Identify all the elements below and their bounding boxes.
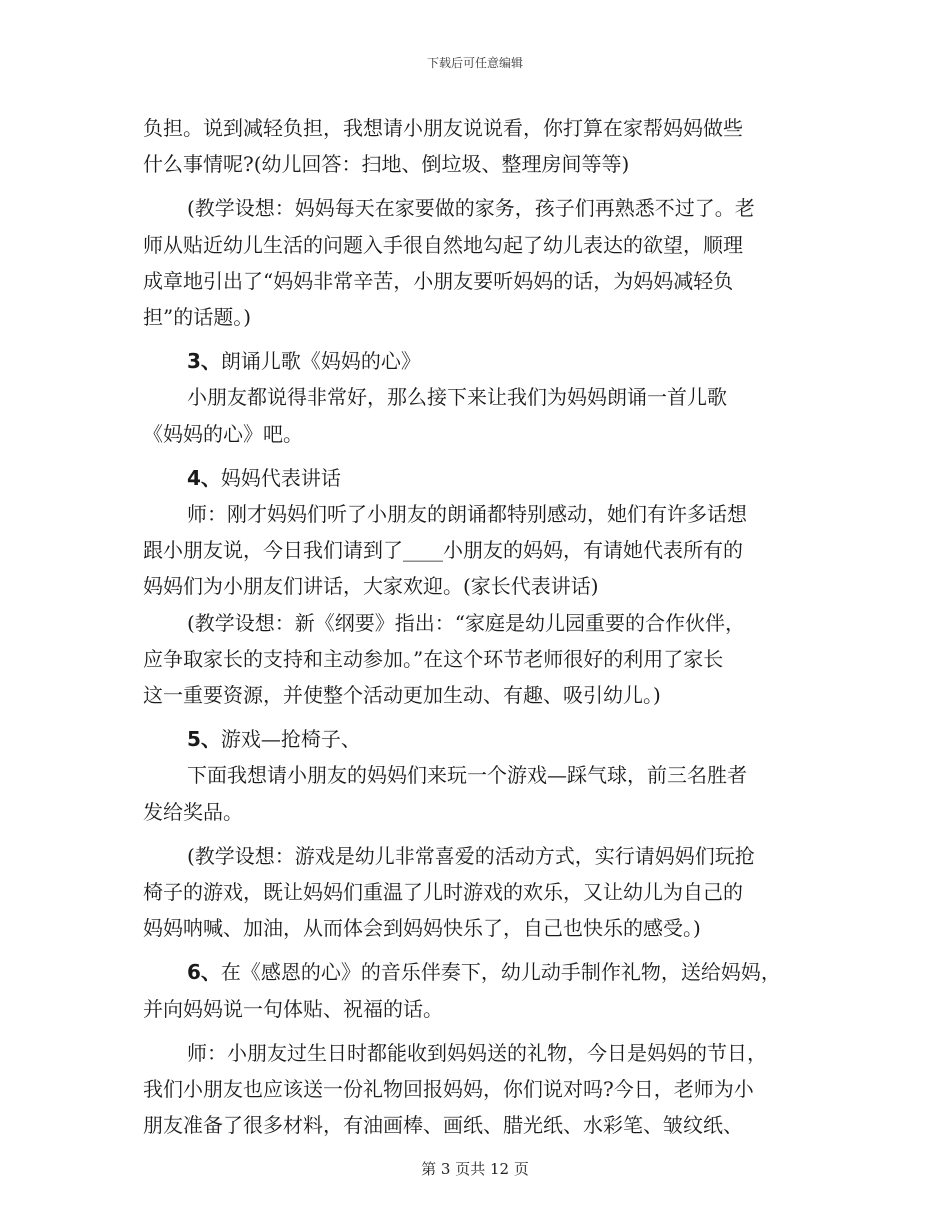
page-footer: 第 3 页共 12 页: [421, 1160, 529, 1178]
section-heading: [143, 954, 823, 990]
section-number: 5、: [187, 727, 221, 752]
section-number: 6、: [187, 960, 221, 985]
text-line: 师从贴近幼儿生活的问题入手很自然地勾起了幼儿表达的欲望，顺理: [143, 232, 743, 257]
text-line: 小朋友都说得非常好，那么接下来让我们为妈妈朗诵一首儿歌: [187, 385, 727, 410]
text-line: (教学设想：游戏是幼儿非常喜爱的活动方式，实行请妈妈们玩抢: [187, 843, 755, 868]
text-line: (教学设想：妈妈每天在家要做的家务，孩子们再熟悉不过了。老: [187, 196, 755, 221]
document-body: [143, 110, 823, 1143]
text-line: 什么事情呢?(幼儿回答：扫地、倒垃圾、整理房间等等): [143, 152, 630, 177]
section-title: 游戏—抢椅子、: [220, 727, 361, 752]
section-number: 3、: [187, 349, 221, 374]
section-title: 妈妈代表讲话: [220, 465, 341, 490]
section-heading: [143, 460, 823, 496]
text-line: 妈妈呐喊、加油，从而体会到妈妈快乐了，自己也快乐的感受。): [143, 916, 701, 941]
text-line: 椅子的游戏，既让妈妈们重温了儿时游戏的欢乐，又让幼儿为自己的: [143, 880, 743, 905]
text-line: 跟小朋友说，今日我们请到了____小朋友的妈妈，有请她代表所有的: [143, 538, 743, 563]
text-line: 朋友准备了很多材料，有油画棒、画纸、腊光纸、水彩笔、皱纹纸、: [143, 1113, 743, 1138]
section-number: 4、: [187, 465, 221, 490]
text-line: 负担。说到减轻负担，我想请小朋友说说看，你打算在家帮妈妈做些: [143, 116, 743, 140]
text-line: 妈妈们为小朋友们讲话，大家欢迎。(家长代表讲话): [143, 574, 599, 599]
text-line: 下面我想请小朋友的妈妈们来玩一个游戏—踩气球，前三名胜者: [187, 763, 747, 788]
text-line: 师：刚才妈妈们听了小朋友的朗诵都特别感动，她们有许多话想: [187, 502, 747, 527]
section-title: 在《感恩的心》的音乐伴奏下，幼儿动手制作礼物，送给妈妈，: [220, 960, 781, 985]
page-header: 下载后可任意编辑: [426, 56, 523, 70]
text-line: 并向妈妈说一句体贴、祝福的话。: [143, 996, 443, 1021]
text-line: 《妈妈的心》吧。: [143, 421, 303, 446]
text-line: 成章地引出了“妈妈非常辛苦，小朋友要听妈妈的话，为妈妈减轻负: [143, 268, 734, 293]
text-line: 师：小朋友过生日时都能收到妈妈送的礼物，今日是妈妈的节日，: [187, 1040, 767, 1065]
text-line: 担”的话题。): [143, 305, 252, 330]
text-line: 应争取家长的支持和主动参加。”在这个环节老师很好的利用了家长: [143, 646, 724, 671]
text-line: (教学设想：新《纲要》指出：“家庭是幼儿园重要的合作伙伴，: [187, 610, 746, 635]
section-heading: [143, 343, 823, 379]
text-line: 这一重要资源，并使整个活动更加生动、有趣、吸引幼儿。): [143, 683, 661, 708]
section-heading: [143, 721, 823, 757]
text-line: 我们小朋友也应该送一份礼物回报妈妈，你们说对吗?今日，老师为小: [143, 1077, 754, 1102]
text-line: 发给奖品。: [143, 799, 243, 824]
section-title: 朗诵儿歌《妈妈的心》: [220, 349, 421, 374]
